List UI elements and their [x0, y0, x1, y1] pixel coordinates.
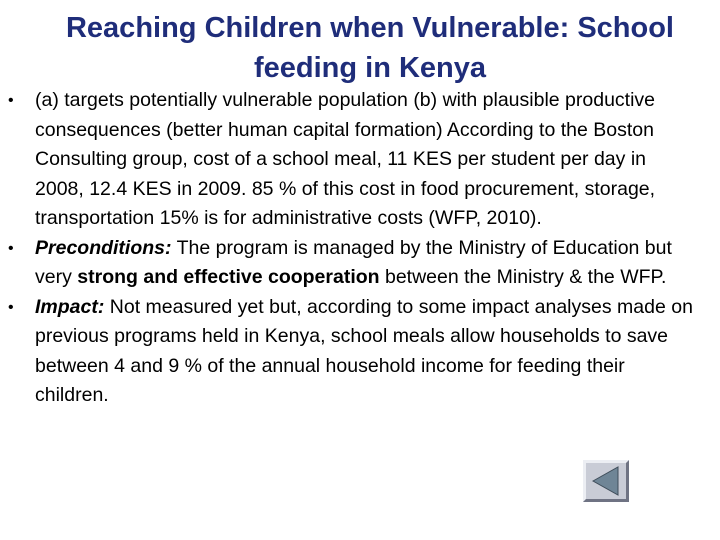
bullet-item-cost — [8, 86, 698, 234]
bullet-icon — [8, 234, 28, 264]
slide-title-line-2: feeding in Kenya — [253, 52, 487, 84]
bullet-icon — [8, 293, 28, 323]
triangle-left-icon — [586, 463, 626, 499]
preconditions-term: Preconditions: — [35, 236, 172, 259]
impact-text: Not measured yet but, according to some impact analyses made on previous programs held in Kenya, school meals allow households to save between 4 and 9 % of the annual household income for feeding their children. — [35, 295, 693, 406]
bullet-icon — [8, 86, 28, 116]
bullet-item-impact — [8, 293, 698, 411]
bullet-list — [8, 86, 698, 411]
preconditions-text-before: The program is managed by the Ministry of Education but very — [35, 236, 672, 288]
slide-title-line-1: Reaching Children when Vulnerable: School — [65, 12, 674, 44]
impact-term: Impact: — [35, 295, 105, 318]
bullet-item-preconditions — [8, 234, 698, 293]
slide-title — [20, 8, 720, 88]
preconditions-text-after: between the Ministry & the WFP. — [379, 266, 667, 288]
bullet-text: (a) targets potentially vulnerable population (b) with plausible productive consequences (better human capital formation) According to the Boston Consulting group, cost of a school meal, 11 KES per student per day in 2008, 12.4 KES in 2009. 85 % of this cost in food procurement, storage, transportation 15% is for administrative costs (WFP, 2010). — [35, 89, 656, 229]
back-button[interactable] — [583, 460, 629, 502]
preconditions-emphasis: strong and effective cooperation — [77, 266, 380, 288]
